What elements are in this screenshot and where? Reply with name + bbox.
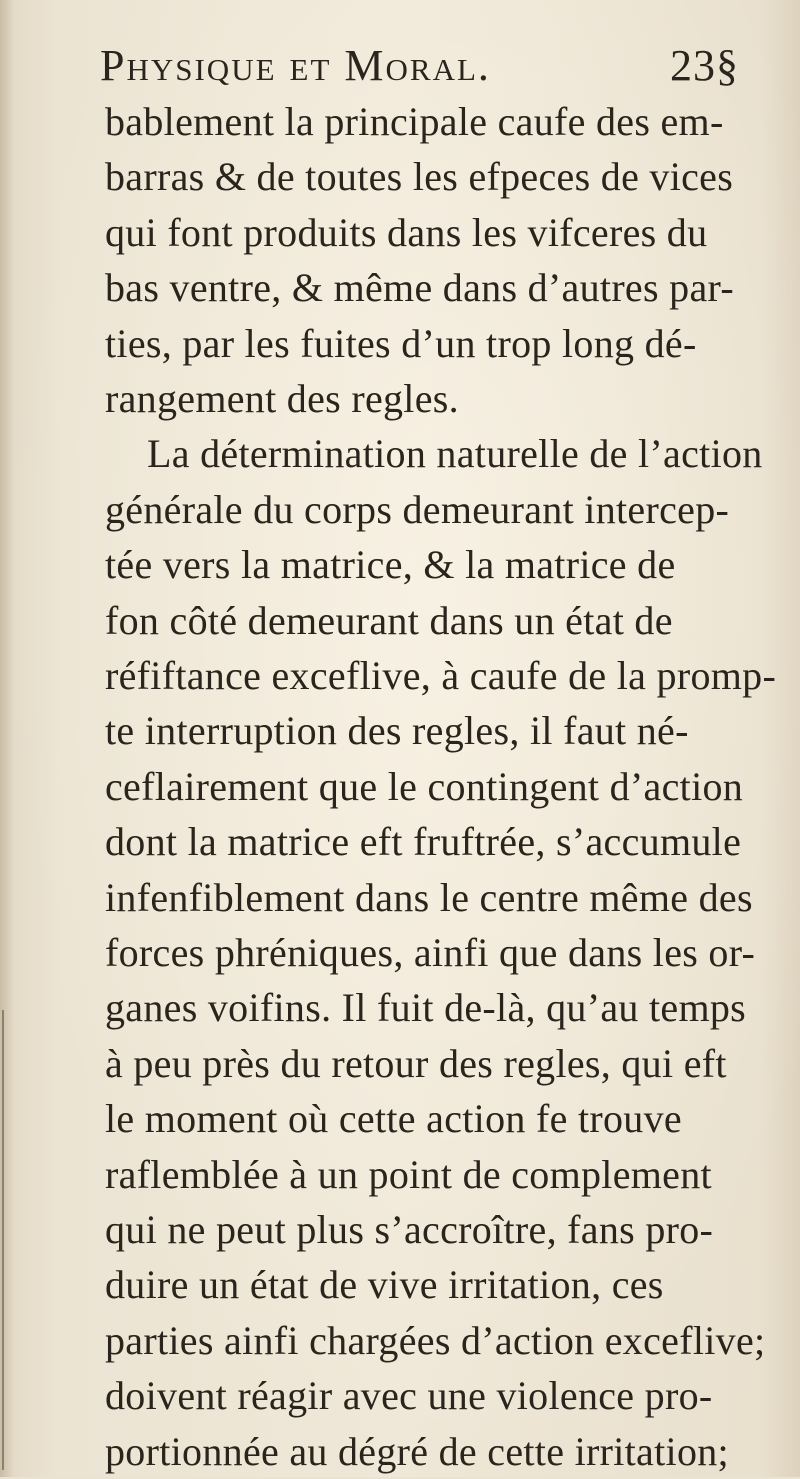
text-line: fon côté demeurant dans un état de xyxy=(105,598,673,643)
text-line: raflemblée à un point de complement xyxy=(105,1152,712,1197)
text-line: ganes voifins. Il fuit de-là, qu’au temps xyxy=(105,985,747,1030)
text-line: tée vers la matrice, & la matrice de xyxy=(105,542,676,587)
text-line: le moment où cette action fe trouve xyxy=(105,1096,682,1141)
text-line: parties ainfi chargées d’action exceflive; xyxy=(105,1318,766,1363)
text-line: à peu près du retour des regles, qui eft xyxy=(105,1041,727,1086)
text-line: ceflairement que le contingent d’action xyxy=(105,764,744,809)
running-head xyxy=(100,36,750,96)
text-line: barras & de toutes les efpeces de vices xyxy=(105,154,734,199)
text-line: dont la matrice eft fruftrée, s’accumule xyxy=(105,819,742,864)
paragraph-start-line: La détermination naturelle de l’action xyxy=(147,431,763,476)
text-line: infenfiblement dans le centre même des xyxy=(105,875,753,920)
text-line: portionnée au dégré de cette irritation; xyxy=(105,1429,729,1474)
text-line: doivent réagir avec une violence pro- xyxy=(105,1373,713,1418)
text-line: te interruption des regles, il faut né- xyxy=(105,708,689,753)
text-line: rangement des regles. xyxy=(105,376,459,421)
page-edge-line xyxy=(2,1010,4,1470)
running-head-title: Physique et Moral. xyxy=(100,41,491,90)
page-number: 23§ xyxy=(670,41,739,90)
text-line: bas ventre, & même dans d’autres par- xyxy=(105,265,734,310)
text-line: forces phréniques, ainfi que dans les or- xyxy=(105,930,756,975)
text-line: qui font produits dans les vifceres du xyxy=(105,210,708,255)
text-line: générale du corps demeurant intercep- xyxy=(105,487,730,532)
text-line: bablement la principale caufe des em- xyxy=(105,99,724,144)
text-line: duire un état de vive irritation, ces xyxy=(105,1262,664,1307)
text-line: ties, par les fuites d’un trop long dé- xyxy=(105,321,697,366)
text-line: réfiftance exceflive, à caufe de la promp- xyxy=(105,653,777,698)
text-line: qui ne peut plus s’accroître, fans pro- xyxy=(105,1207,714,1252)
